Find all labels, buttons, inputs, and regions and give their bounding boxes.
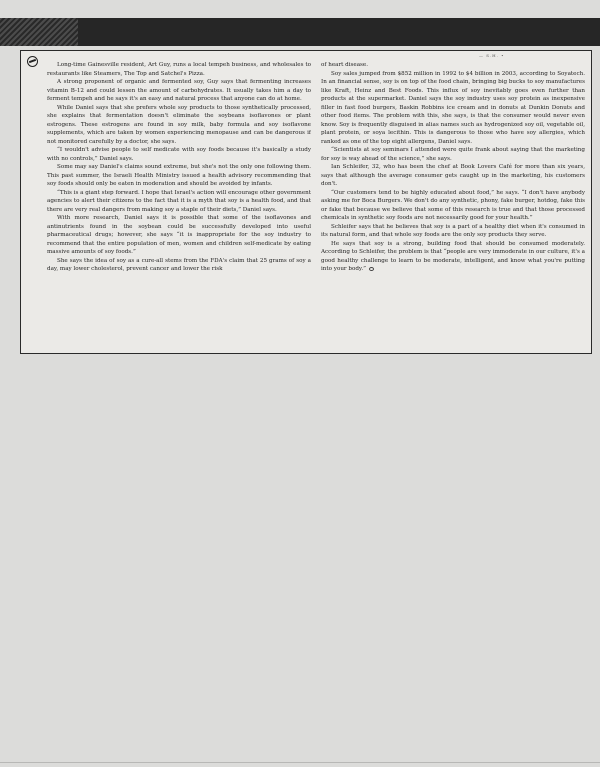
paragraph: While Daniel says that she prefers whole soy products to those synthetically processed, she explains that fermentation doesn't eliminate the soybeans isoflavones or plant estrogens. These estrogens are found in soy milk, baby formula and soy isoflavone supplements, which are taken by women experiencing menopause and can be dangerous if not monitored carefully by a doctor, she says. [47, 104, 311, 145]
paragraph-continuation: of heart disease. [321, 62, 369, 68]
section-marker-icon [27, 56, 38, 67]
page-bottom-edge [0, 762, 600, 763]
page-mark: — S.H. • [479, 53, 505, 58]
paragraph: A strong proponent of organic and fermented soy, Guy says that fermenting increases vitamin B-12 and could lessen the amount of carbohydrates. It usually takes him a day to ferment tempeh and he says it's an easy and natural process that anyone can do at home. [47, 79, 311, 102]
paragraph: She says the idea of soy as a cure-all stems from the FDA's claim that 25 grams of soy a day, may lower cholesterol, prevent cancer and lower the risk [47, 257, 311, 272]
paragraph: Some may say Daniel's claims sound extreme, but she's not the only one following them. This past summer, the Israeli Health Ministry issued a health advisory recommending that soy foods should only be eaten in moderation and should be avoided by infants. [47, 164, 311, 187]
paragraph-text: He says that soy is a strong, building food that should be consumed moderately. According to Schleifer, the problem is that “people are very immoderate in our culture, it's a good healthy challenge to learn to be moderate, intelligent, and know what you're putting into your body.” [321, 240, 585, 272]
left-column [47, 61, 311, 351]
paragraph: With more research, Daniel says it is possible that some of the isoflavones and antinutrients found in the soybean could be successfully developed into useful pharmaceutical drugs; however, she says “it is inappropriate for the soy industry to recommend that the entire population of men, women and children self-medicate by eating massive amounts of soy foods.” [47, 215, 311, 255]
paragraph: Soy sales jumped from $852 million in 1992 to $4 billion in 2003, according to Soyatech. In an financial sense, soy is on top of the food chain, bringing big bucks to soy manufactures like Kraft, Heinz and Best Foods. This influx of soy inevitably goes even further than products at the supermarket. Daniel says the soy industry uses soy protein as inexpensive filler in fast food burgers, Baskin Robbins ice cream and in donuts at Dunkin Donuts and other food items. The problem with this, she says, is that the consumer would never even know. Soy is frequently disguised in alias names such as hydrogenized soy oil, vegetable oil, plant protein, or soya lecithin. This is dangerous to those who have soy allergies, which ranked as one of the top eight allergens, Daniel says. [321, 70, 585, 145]
paragraph: Ian Schleifer, 32, who has been the chef at Book Lovers Café for more than six years, says that although the average consumer gets caught up in the marketing, his customers don't. [321, 164, 585, 187]
article-columns [47, 61, 585, 351]
right-column [321, 61, 585, 351]
end-mark-icon [369, 267, 374, 271]
header-bar [0, 18, 600, 46]
header-texture [0, 18, 78, 46]
last-paragraph [321, 240, 585, 274]
paragraph: “Our customers tend to be highly educated about food,” he says. “I don't have anybody asking me for Boca Burgers. We don't do any synthetic, phony, fake burger, hotdog, fake this or fake that because we believe that some of this research is true and that those processed chemicals in synthetic soy foods are not necessarily good for your health.” [321, 189, 585, 221]
paragraph: “This is a giant step forward. I hope that Israel's action will encourage other government agencies to alert their citizens to the fact that it is a myth that soy is a health food, and that there are very real dangers from making soy a staple of their diets,” Daniel says. [47, 189, 311, 213]
paragraph: Schleifer says that he believes that soy is a part of a healthy diet when it's consumed in its natural form, and that whole soy foods are the only soy products they serve. [321, 223, 585, 238]
paragraph: “Scientists at soy seminars I attended were quite frank about saying that the marketing for soy is way ahead of the science,” she says. [321, 147, 585, 162]
paragraph: “I wouldn't advise people to self medicate with soy foods because it's basically a study with no controls,” Daniel says. [47, 147, 311, 162]
article-box [20, 50, 592, 354]
paragraph: Long-time Gainesville resident, Art Guy, runs a local tempeh business, and wholesales to restaurants like Steamers, The Top and Satchel's Pizza. [47, 62, 311, 77]
